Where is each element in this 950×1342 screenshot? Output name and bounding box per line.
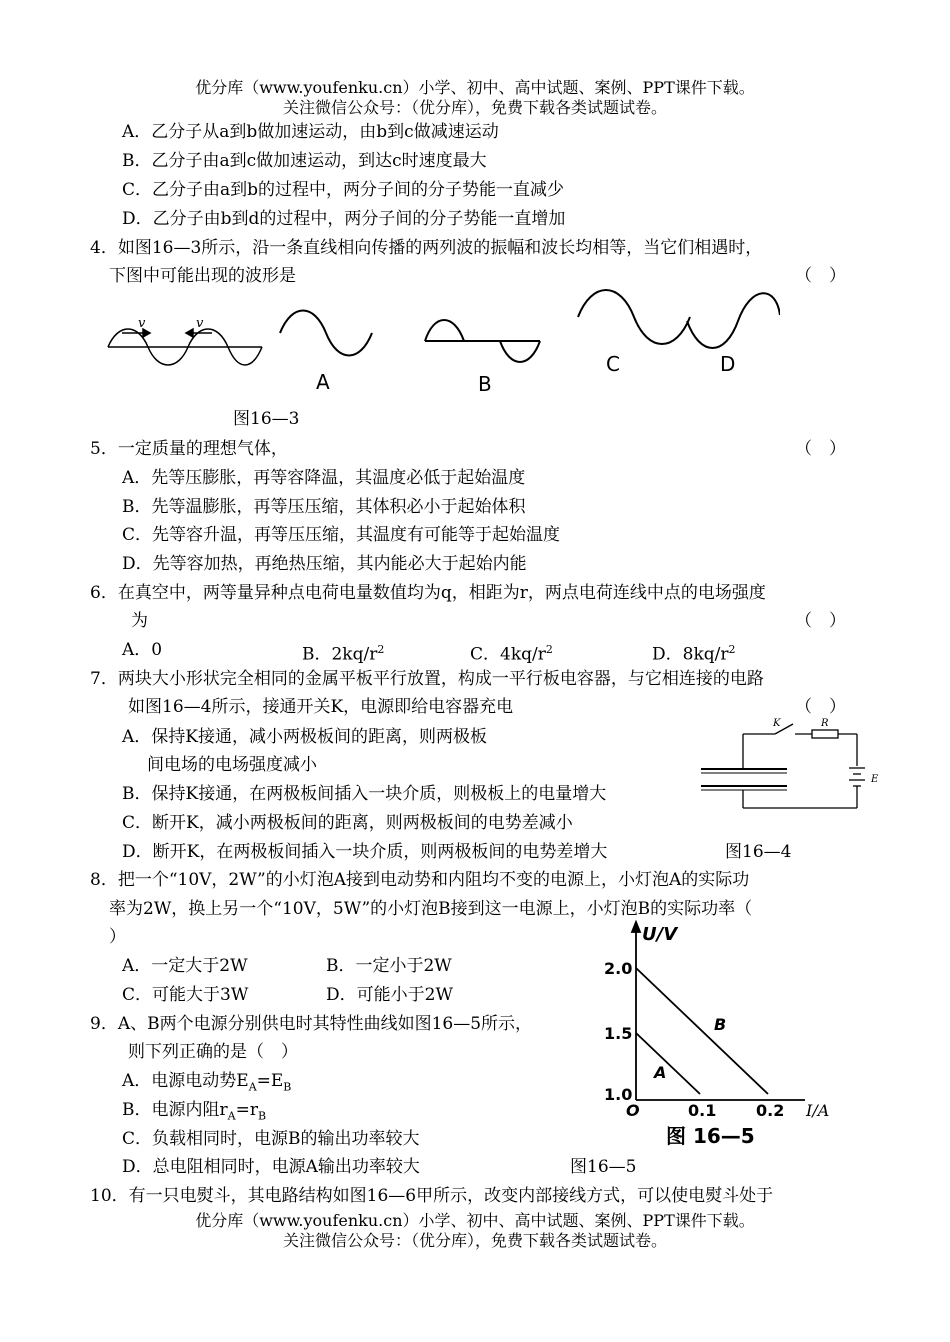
q6-option-d: D．$8kq/r^2$ <box>652 643 736 665</box>
q6-option-a: A．0 <box>122 640 163 660</box>
q5-option-b: B．先等温膨胀，再等压压缩，其体积必小于起始体积 <box>122 497 526 517</box>
fig-battery-label: E <box>871 774 879 785</box>
q3-option-b: B．乙分子由a到c做加速运动，到达c时速度最大 <box>122 151 487 171</box>
fig-y-tick-2-0: 2.0 <box>604 959 633 978</box>
wave-b <box>425 320 540 341</box>
q10-stem-line-1: 10．有一只电熨斗，其电路结构如图16—6甲所示，改变内部接线方式，可以使电熨斗处于 <box>90 1186 774 1206</box>
fig-curve-b-label: B <box>714 1015 727 1034</box>
fig-x-tick-0-1: 0.1 <box>688 1101 717 1120</box>
wave-d <box>687 293 780 348</box>
q5-option-d: D．先等容加热，再绝热压缩，其内能必大于起始内能 <box>122 554 527 574</box>
figure-16-5-caption: 图16—5 <box>570 1157 637 1177</box>
q9-option-a: A．电源电动势$E_A=E_B$ <box>122 1071 292 1094</box>
q5-option-a: A．先等压膨胀，再等容降温，其温度必低于起始温度 <box>122 468 526 488</box>
figure-16-5 <box>600 918 850 1153</box>
header-line-1: 优分库（www.youfenku.cn）小学、初中、高中试题、案例、PPT课件下载。 <box>195 78 755 97</box>
q9-stem-line-2: 则下列正确的是（ ） <box>128 1042 298 1062</box>
q4-answer-paren: （ ） <box>795 266 846 286</box>
fig-resistor-label: R <box>821 718 829 729</box>
q5-answer-paren: （ ） <box>795 439 846 459</box>
fig-v-left: v <box>138 316 146 331</box>
q6-stem-line-1: 6．在真空中，两等量异种点电荷电量数值均为q，相距为r，两点电荷连线中点的电场强度 <box>90 583 766 603</box>
q8-stem-line-3: ） <box>109 927 126 947</box>
q4-stem-line-2: 下图中可能出现的波形是 <box>109 266 296 286</box>
q8-option-d: D．可能小于2W <box>326 985 453 1005</box>
footer-line-2: 关注微信公众号：（优分库），免费下载各类试题试卷。 <box>282 1231 667 1250</box>
q6-option-b: B．$2kq/r^2$ <box>302 643 385 665</box>
fig-x-axis-label: I/A <box>806 1101 830 1120</box>
q3-option-a: A．乙分子从a到b做加速运动，由b到c做减速运动 <box>122 122 499 142</box>
q6-answer-paren: （ ） <box>795 611 846 631</box>
wave-a <box>280 311 372 356</box>
q9-option-d: D．总电阻相同时，电源A输出功率较大 <box>122 1157 420 1177</box>
q7-option-d: D．断开K，在两极板间插入一块介质，则两极板间的电势差增大 <box>122 842 608 862</box>
wave-c <box>578 290 690 344</box>
q7-option-c: C．断开K，减小两极板间的距离，则两极板间的电势差减小 <box>122 813 573 833</box>
fig-label-a: A <box>316 370 330 394</box>
header-line-2: 关注微信公众号：（优分库），免费下载各类试题试卷。 <box>282 98 667 117</box>
q4-stem-line-1: 4．如图16—3所示，沿一条直线相向传播的两列波的振幅和波长均相等，当它们相遇时， <box>90 238 763 258</box>
q7-answer-paren: （ ） <box>795 697 846 717</box>
footer-line-1: 优分库（www.youfenku.cn）小学、初中、高中试题、案例、PPT课件下载。 <box>195 1211 755 1230</box>
q8-option-a: A．一定大于2W <box>122 956 248 976</box>
q5-stem: 5．一定质量的理想气体， <box>90 439 288 459</box>
fig-curve-a-label: A <box>654 1063 667 1082</box>
q7-stem-line-2: 如图16—4所示，接通开关K，电源即给电容器充电 <box>128 697 514 717</box>
q9-option-b: B．电源内阻$r_A=r_B$ <box>122 1100 267 1123</box>
q9-option-c: C．负载相同时，电源B的输出功率较大 <box>122 1129 420 1149</box>
fig-origin: O <box>626 1101 640 1120</box>
q6-option-c: C．$4kq/r^2$ <box>470 643 553 665</box>
fig-x-tick-0-2: 0.2 <box>756 1101 785 1120</box>
q7-option-b: B．保持K接通，在两极板间插入一块介质，则极板上的电量增大 <box>122 784 607 804</box>
figure-16-3 <box>100 285 780 400</box>
fig-y-axis-label: U/V <box>642 924 678 945</box>
figure-16-4 <box>695 716 895 826</box>
q5-option-c: C．先等容升温，再等压压缩，其温度有可能等于起始温度 <box>122 525 561 545</box>
q7-stem-line-1: 7．两块大小形状完全相同的金属平板平行放置，构成一平行板电容器，与它相连接的电路 <box>90 669 764 689</box>
q8-option-c: C．可能大于3W <box>122 985 249 1005</box>
figure-16-3-caption: 图16—3 <box>233 409 300 429</box>
fig-label-c: C <box>606 352 620 376</box>
q9-stem-line-1: 9．A、B两个电源分别供电时其特性曲线如图16—5所示， <box>90 1014 533 1034</box>
fig-y-tick-1-5: 1.5 <box>604 1024 633 1043</box>
figure-16-4-caption: 图16—4 <box>725 842 792 862</box>
fig-label-b: B <box>478 372 492 396</box>
q8-stem-line-2: 率为2W，换上另一个“10V，5W”的小灯泡B接到这一电源上，小灯泡B的实际功率（ <box>109 899 753 919</box>
wave-original <box>108 329 262 365</box>
q8-option-b: B．一定小于2W <box>326 956 452 976</box>
fig-y-tick-1-0: 1.0 <box>604 1085 633 1104</box>
fig-switch-label: K <box>773 718 781 729</box>
q7-option-a-line-2: 间电场的电场强度减小 <box>147 755 317 775</box>
fig-label-d: D <box>720 352 736 376</box>
fig-v-right: v <box>196 316 204 331</box>
q6-stem-line-2: 为 <box>131 611 148 631</box>
q8-stem-line-1: 8．把一个“10V，2W”的小灯泡A接到电动势和内阻均不变的电源上，小灯泡A的实际功 <box>90 870 750 890</box>
q3-option-d: D．乙分子由b到d的过程中，两分子间的分子势能一直增加 <box>122 209 566 229</box>
q3-option-c: C．乙分子由a到b的过程中，两分子间的分子势能一直减少 <box>122 180 565 200</box>
line-a <box>636 1033 700 1094</box>
fig-inner-caption: 图 16—5 <box>666 1124 755 1148</box>
q7-option-a-line-1: A．保持K接通，减小两极板间的距离，则两极板 <box>122 727 487 747</box>
